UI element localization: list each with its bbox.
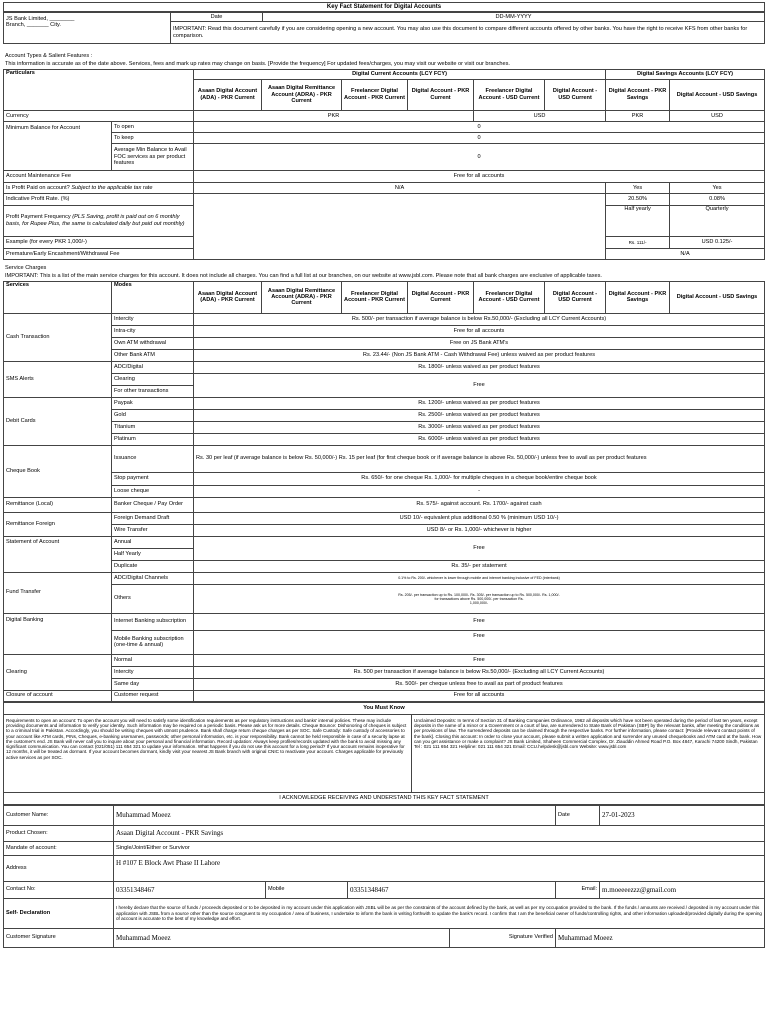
services-label: Services xyxy=(4,281,112,313)
mandate-field[interactable]: Single/Joint/Either or Survivor xyxy=(114,841,765,855)
maintenance-fee-value: Free for all accounts xyxy=(194,170,765,182)
account-header: Digital Account - USD Savings xyxy=(670,79,765,110)
frequency-pkr: Half yearly xyxy=(606,205,670,236)
date-label: Date xyxy=(171,13,263,22)
mode-label: Duplicate xyxy=(112,560,194,572)
bank-line-1: JS Bank Limited, ________ xyxy=(6,16,75,22)
account-header: Freelancer Digital Account - PKR Current xyxy=(342,281,408,313)
charge-value: Free for all accounts xyxy=(194,690,765,701)
account-types-title: Account Types & Salient Features : xyxy=(5,53,93,59)
service-cheque-book: Cheque Book xyxy=(4,445,112,497)
mode-label: Own ATM withdrawal xyxy=(112,337,194,349)
mobile-field[interactable]: 03351348467 xyxy=(348,881,556,898)
indicative-rate-pkr: 20.50% xyxy=(606,193,670,205)
charge-value: Rs. 2500/- unless waived as per product features xyxy=(194,409,765,421)
mobile-label: Mobile xyxy=(266,881,348,898)
mode-label: ADC/Digital xyxy=(112,361,194,373)
charge-value: Rs. 30 per leaf (if average balance is below Rs. 50,000/-) Rs. 15 per leaf (for first cheque book or if average balance is above Rs. 50,000/-) unless free to avail as per product features xyxy=(194,445,765,472)
self-declaration-label: Self- Declaration xyxy=(4,898,114,928)
group-savings-label: Digital Savings Accounts (LCY FCY) xyxy=(606,69,765,79)
service-statement: Statement of Account xyxy=(4,536,112,572)
signature-verified[interactable]: Muhammad Moeez xyxy=(556,928,765,947)
service-charges-title: Service Charges xyxy=(5,264,47,271)
self-declaration-text: I hereby declare that the source of funds / proceeds deposited or to be deposited in my account under this application with JSBL will be as per the constraints of the account defined by the bank, as well as per my occupation provided to the bank. If the funds / amounts are received / deposited in my account under this application with JSBL from a source other than the source congruent to my occupation / area of business, I undertake to inform the bank in writing forthwith to update the bank's record. I confirm that I am the beneficial owner of funds/controlling rights, and other information uploaded/provided digitally during the opening of account is accurate to the best of my knowledge and effort. xyxy=(114,898,765,928)
example-label: Example (for every PKR 1,000/-) xyxy=(4,236,194,248)
particulars-label: Particulars xyxy=(4,69,194,110)
mode-label: Foreign Demand Draft xyxy=(112,512,194,524)
charge-value: Free for all accounts xyxy=(194,325,765,337)
customer-name-field[interactable]: Muhammad Moeez xyxy=(114,805,556,825)
important-note: IMPORTANT: Read this document carefully if you are considering opening a new account. You may also use this document to compare different accounts offered by other banks. You have the right to receive KFS from other banks for comparison. xyxy=(171,22,765,44)
currency-pkr: PKR xyxy=(194,110,474,121)
account-header: Freelancer Digital Account - USD Current xyxy=(474,281,545,313)
charge-value: Rs. 575/- against account. Rs. 1700/- against cash xyxy=(194,497,765,512)
account-header: Freelancer Digital Account - PKR Current xyxy=(342,79,408,110)
charge-value: Free xyxy=(194,373,765,397)
charge-value: Rs. 3000/- unless waived as per product features xyxy=(194,421,765,433)
account-header: Asaan Digital Remittance Account (ADRA) - PKR Current xyxy=(262,79,342,110)
charge-value-line: Rs. 205/- per transaction up to Rs. 100,000/- Rs. 305/- per transaction up to Rs. 500,000/- Rs. 1,000/- xyxy=(398,592,560,597)
mode-label: Customer request xyxy=(112,690,194,701)
mode-label: Same day xyxy=(112,678,194,690)
service-fund-transfer: Fund Transfer xyxy=(4,572,112,613)
acknowledgement: I ACKNOWLEDGE RECEIVING AND UNDERSTAND THIS KEY FACT STATEMENT xyxy=(4,792,765,804)
frequency-note: (PLS Saving, profit is paid out on 6 monthly basis, for Rupee Plus, the same is calculated daily but paid out monthly) xyxy=(6,214,185,227)
bank-line-2: Branch, _______ City. xyxy=(6,22,61,29)
mode-label: Issuance xyxy=(112,445,194,472)
customer-signature-label: Customer Signature xyxy=(4,928,114,947)
mode-label: Gold xyxy=(112,409,194,421)
mode-label: Titanium xyxy=(112,421,194,433)
charge-value: Free xyxy=(194,536,765,560)
mode-label: Intercity xyxy=(112,666,194,678)
account-header: Digital Account - PKR Current xyxy=(408,79,474,110)
avg-min-value: 0 xyxy=(194,143,765,170)
service-charges-note: IMPORTANT: This is a list of the main service charges for this account. It does not include all charges. You can find a full list at our branches, on our website at www.jsbl.com. Please note that all bank charges are exclusive of applicable taxes. xyxy=(5,273,602,280)
charge-value: Rs. 35/- per statement xyxy=(194,560,765,572)
account-header: Digital Account - PKR Current xyxy=(408,281,474,313)
mode-label: For other transactions xyxy=(112,385,194,397)
service-debit-cards: Debit Cards xyxy=(4,397,112,445)
maintenance-fee-label: Account Maintenance Fee xyxy=(4,170,194,182)
frequency-usd: Quarterly xyxy=(670,205,765,236)
mode-label: Intercity xyxy=(112,313,194,325)
service-digital-banking: Digital Banking xyxy=(4,613,112,654)
must-know-table xyxy=(3,702,765,805)
indicative-rate-label: Indicative Profit Rate. (%) xyxy=(4,193,194,205)
mode-label: Normal xyxy=(112,654,194,666)
currency-savings-usd: USD xyxy=(670,110,765,121)
mode-label: Half Yearly xyxy=(112,548,194,560)
account-header: Asaan Digital Account (ADA) - PKR Current xyxy=(194,79,262,110)
account-header: Digital Account - PKR Savings xyxy=(606,79,670,110)
group-current-label: Digital Current Accounts (LCY FCY) xyxy=(194,69,606,79)
to-open-value: 0 xyxy=(194,121,765,132)
account-header: Digital Account - USD Savings xyxy=(670,281,765,313)
contact-field[interactable]: 03351348467 xyxy=(114,881,266,898)
mode-label: Stop payment xyxy=(112,472,194,485)
charge-value: Rs. 650/- for one cheque Rs. 1,000/- for multiple cheques in a cheque book/entire cheque book xyxy=(194,472,765,485)
premature-label: Premature/Early Encashment/Withdrawal Fee xyxy=(4,248,194,259)
mode-label: Other Bank ATM xyxy=(112,349,194,361)
charge-value: Rs. 1200/- unless waived as per product features xyxy=(194,397,765,409)
signature-verified-label: Signature Verified xyxy=(450,928,556,947)
mode-label: Internet Banking subscription xyxy=(112,613,194,630)
account-types-note: This information is accurate as of the date above. Services, fees and mark up rates may change on basis. [Provide the frequency] For updated fees/charges, you may visit our website or visit our branches. xyxy=(5,61,510,68)
example-pkr: Rs. 111/- xyxy=(606,236,670,248)
charge-value: Rs. 500 per transaction if average balance is below Rs.50,000/- (Excluding all LCY Current Accounts) xyxy=(194,666,765,678)
profit-paid-yes: Yes xyxy=(670,182,765,193)
must-know-right: Unclaimed Deposits: In terms of Section 31 of Banking Companies Ordinance, 1962 all deposits which have not been operated during the period of last ten years, except deposits in the name of a minor or a Government or a court of law, are surrendered to State Bank of Pakistan (SBP) by the relevant banks, after meeting the conditions as per provisions of law. The surrendered deposits can be claimed through the respective banks. For further information, please contact: [Provide relevant contact points of the bank]. Closing this account: In order to close your account, please submit a written application and surrender any unused chequebooks and ATM card at the bank. How can you get assistance or make a complaint? JS Bank Limited, Shaheen Commercial Complex, Dr. Ziauddin Ahmed Road P.O. Box 4847, Karachi 74200 Sindh, Pakistan Tel : 021 111 654 321 Helpline: 021 111 654 321 Email: CCU.helpdesk@jsbl.com Website: www.jsbl.com xyxy=(412,714,765,792)
account-features-table xyxy=(3,69,765,260)
contact-label: Contact No: xyxy=(4,881,114,898)
mode-label: Wire Transfer xyxy=(112,524,194,536)
avg-min-label: Average Min Balance to Avail FOC services as per product features xyxy=(112,143,194,170)
customer-signature[interactable]: Muhammad Moeez xyxy=(114,928,450,947)
example-usd: USD 0.125/- xyxy=(670,236,765,248)
must-know-title: You Must Know xyxy=(4,702,765,714)
to-keep-value: 0 xyxy=(194,132,765,143)
date-value: DD-MM-YYYY xyxy=(263,13,765,22)
address-label: Address xyxy=(4,855,114,881)
charge-value: Free xyxy=(194,654,765,666)
account-header: Asaan Digital Account (ADA) - PKR Current xyxy=(194,281,262,313)
mandate-label: Mandate of account: xyxy=(4,841,114,855)
charge-value: USD 8/- or Rs. 1,000/- whichever is higher xyxy=(194,524,765,536)
charge-value: Rs. 1800/- unless waived as per product features xyxy=(194,361,765,373)
mode-label: Others xyxy=(112,584,194,613)
profit-paid-note: Subject to the applicable tax rate xyxy=(71,184,153,191)
charge-value: 0.1% to Rs. 200/- whichever is lower through mobile and internet banking inclusive of FED (interbank) xyxy=(194,572,765,584)
charge-value: Rs. 500/- per cheque unless free to avail as part of product features xyxy=(194,678,765,690)
frequency-label: Profit Payment Frequency xyxy=(6,214,71,221)
account-header: Freelancer Digital Account - USD Current xyxy=(474,79,545,110)
charge-value: Rs. 500/- per transaction if average balance is below Rs.50,000/- (Excluding all LCY Current Accounts) xyxy=(194,313,765,325)
mode-label: Paypak xyxy=(112,397,194,409)
address-field[interactable]: H #107 E Block Awt Phase II Lahore xyxy=(114,855,765,881)
mode-label: Intra-city xyxy=(112,325,194,337)
email-label: Email: xyxy=(556,881,600,898)
service-charges-table xyxy=(3,281,765,702)
profit-paid-yes: Yes xyxy=(606,182,670,193)
charge-value: Free on JS Bank ATM's xyxy=(194,337,765,349)
title-table xyxy=(3,2,765,12)
currency-savings-pkr: PKR xyxy=(606,110,670,121)
profit-paid-na: N/A xyxy=(194,182,606,193)
customer-name-label: Customer Name: xyxy=(4,805,114,825)
charge-value: USD 10/- equivalent plus additional 0.50 % (minimum USD 10/-) xyxy=(194,512,765,524)
charge-value: Rs. 23.44/- (Non JS Bank ATM - Cash Withdrawal Fee) unless waived as per product features xyxy=(194,349,765,361)
account-header: Digital Account - PKR Savings xyxy=(606,281,670,313)
account-header: Asaan Digital Remittance Account (ADRA) - PKR Current xyxy=(262,281,342,313)
mode-label: Clearing xyxy=(112,373,194,385)
charge-value-line: 1,000,000/- xyxy=(469,600,489,605)
form-date-field[interactable]: 27-01-2023 xyxy=(600,805,765,825)
kfs-document xyxy=(3,2,765,948)
currency-label: Currency xyxy=(4,110,194,121)
account-header: Digital Account - USD Current xyxy=(545,79,606,110)
charge-value-line: for transactions above Rs. 500,000/- per transaction Rs. xyxy=(434,596,524,601)
document-title: Key Fact Statement for Digital Accounts xyxy=(4,3,765,12)
mode-label: Platinum xyxy=(112,433,194,445)
to-keep-label: To keep xyxy=(112,132,194,143)
service-remittance-local: Remittance (Local) xyxy=(4,497,112,512)
product-field[interactable]: Asaan Digital Account - PKR Savings xyxy=(114,825,765,841)
must-know-left: Requirements to open an account: To open the account you will need to satisfy some identification requirements as per regulatory instructions and banks' internal policies. These may include providing documents and information to verify your identity. Such information may be required on a periodic basis. Please ask us for more details. Cheque Bounce: Dishonoring of cheques is subject to a criminal trial in Pakistan. Accordingly, you should be writing cheques with utmost prudence. Bank shall charge return cheque charges as per SOC. Safe Custody: Safe custody of accessories to your account like ATM cards, PINs, Cheques, e-banking usernames, passwords; other personal information, etc. is your responsibility. Bank cannot be held responsible in case of a security lapse at the customer's end. JS Bank will never call you to inquire about your personal and financial information. Record updation: Always keep profiles/records updated with the bank to avoid missing any significant communication. You can contact (021/051) 111 654 321 to update your information. What happens if you do not use this account for a long period? If your account remains inoperative for 12 months, it will be treated as dormant. If your account becomes dormant, kindly visit your nearest JS Bank branch with original CNIC to reactivate your account. Charges applicable for previously active services as per SOC. xyxy=(4,714,412,792)
service-clearing: Clearing xyxy=(4,654,112,690)
charge-value: Free xyxy=(194,630,765,654)
service-cash: Cash Transaction xyxy=(4,313,112,361)
modes-label: Modes xyxy=(112,281,194,313)
mode-label: Annual xyxy=(112,536,194,548)
service-remittance-foreign: Remittance Foreign xyxy=(4,512,112,536)
mode-label: ADC/Digital Channels xyxy=(112,572,194,584)
profit-paid-label: Is Profit Paid on account? xyxy=(6,184,70,191)
email-field[interactable]: m.moeeeezzz@gmail.com xyxy=(600,881,765,898)
currency-usd: USD xyxy=(474,110,606,121)
service-closure: Closure of account xyxy=(4,690,112,701)
account-header: Digital Account - USD Current xyxy=(545,281,606,313)
product-label: Product Chosen: xyxy=(4,825,114,841)
mode-label: Loose cheque xyxy=(112,485,194,497)
min-balance-label: Minimum Balance for Account xyxy=(4,121,112,170)
charge-value: Rs. 6000/- unless waived as per product features xyxy=(194,433,765,445)
header-table xyxy=(3,12,765,44)
mode-label: Mobile Banking subscription (one-time & annual) xyxy=(112,630,194,654)
indicative-rate-usd: 0.08% xyxy=(670,193,765,205)
to-open-label: To open xyxy=(112,121,194,132)
customer-form-table xyxy=(3,805,765,948)
charge-value: Free xyxy=(194,613,765,630)
premature-value: N/A xyxy=(606,248,765,259)
service-sms: SMS Alerts xyxy=(4,361,112,397)
mode-label: Banker Cheque / Pay Order xyxy=(112,497,194,512)
form-date-label: Date xyxy=(556,805,600,825)
charge-value: - xyxy=(194,485,765,497)
